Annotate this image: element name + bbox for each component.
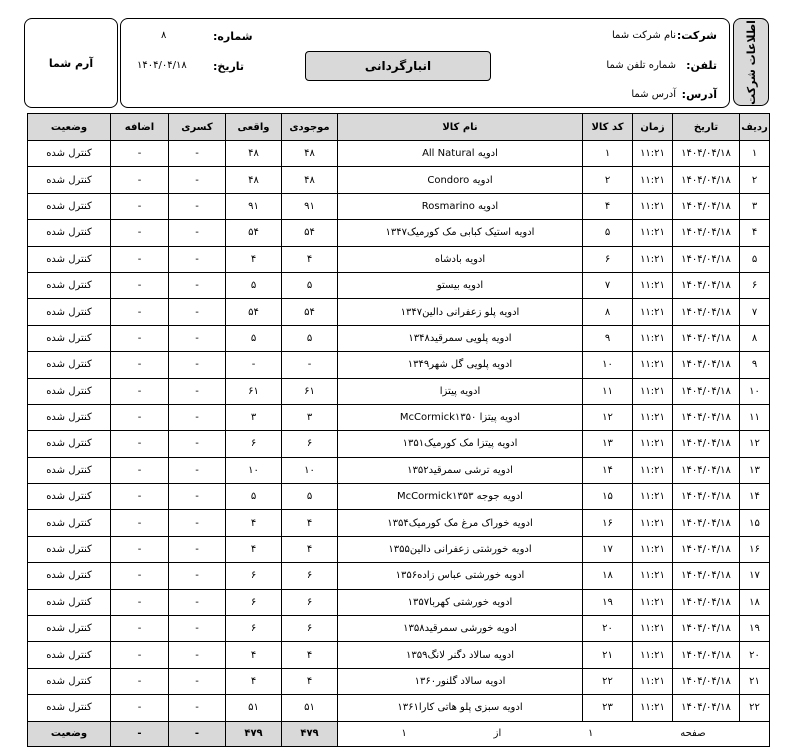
cell-row-number: ۱۵ <box>740 510 770 536</box>
cell-stock: ۵۴ <box>282 220 338 246</box>
table-row <box>28 431 770 457</box>
cell-item-code: ۱۱ <box>583 378 633 404</box>
logo-text: آرم شما <box>48 56 94 70</box>
table-row <box>28 510 770 536</box>
cell-time: ۱۱:۲۱ <box>633 695 673 721</box>
cell-row-number: ۷ <box>740 299 770 325</box>
cell-actual: ۶ <box>226 563 282 589</box>
cell-surplus: - <box>111 510 169 536</box>
cell-item-code: ۱۹ <box>583 589 633 615</box>
table-row <box>28 563 770 589</box>
cell-surplus: - <box>111 668 169 694</box>
cell-shortage: - <box>169 642 226 668</box>
cell-row-number: ۲۰ <box>740 642 770 668</box>
cell-actual: ۶ <box>226 616 282 642</box>
cell-stock: ۱۰ <box>282 457 338 483</box>
cell-actual: ۴ <box>226 642 282 668</box>
cell-item-code: ۱۶ <box>583 510 633 536</box>
cell-item-code: ۸ <box>583 299 633 325</box>
cell-surplus: - <box>111 167 169 193</box>
cell-shortage: - <box>169 589 226 615</box>
cell-surplus: - <box>111 352 169 378</box>
cell-item-name: ادویه Rosmarino <box>338 193 583 219</box>
cell-status: کنترل شده <box>28 246 111 272</box>
cell-time: ۱۱:۲۱ <box>633 272 673 298</box>
cell-item-name: ادویه جوجه McCormick۱۳۵۳ <box>338 484 583 510</box>
cell-stock: ۹۱ <box>282 193 338 219</box>
cell-item-code: ۲۰ <box>583 616 633 642</box>
company-info-tab-label: اطلاعات شرکت <box>744 19 758 105</box>
cell-item-name: ادویه پیتزا <box>338 378 583 404</box>
cell-actual: ۵۱ <box>226 695 282 721</box>
cell-status: کنترل شده <box>28 695 111 721</box>
cell-surplus: - <box>111 563 169 589</box>
cell-actual: ۶ <box>226 431 282 457</box>
cell-item-code: ۹ <box>583 325 633 351</box>
cell-date: ۱۴۰۴/۰۴/۱۸ <box>673 536 740 562</box>
cell-item-name: ادویه پلو زعفرانی دالین۱۳۴۷ <box>338 299 583 325</box>
cell-item-code: ۲۳ <box>583 695 633 721</box>
cell-date: ۱۴۰۴/۰۴/۱۸ <box>673 246 740 272</box>
cell-shortage: - <box>169 695 226 721</box>
cell-item-name: ادویه خورشی سمرقید۱۳۵۸ <box>338 616 583 642</box>
cell-date: ۱۴۰۴/۰۴/۱۸ <box>673 457 740 483</box>
cell-row-number: ۲۲ <box>740 695 770 721</box>
number-value: ۸ <box>161 30 167 41</box>
col-header-shortage: کسری <box>169 114 226 141</box>
cell-item-name: ادویه Condoro <box>338 167 583 193</box>
cell-time: ۱۱:۲۱ <box>633 299 673 325</box>
cell-surplus: - <box>111 325 169 351</box>
cell-surplus: - <box>111 589 169 615</box>
cell-time: ۱۱:۲۱ <box>633 167 673 193</box>
cell-status: کنترل شده <box>28 510 111 536</box>
company-value: نام شرکت شما <box>611 30 676 41</box>
cell-item-code: ۲۱ <box>583 642 633 668</box>
cell-actual: ۵ <box>226 484 282 510</box>
table-row <box>28 457 770 483</box>
cell-shortage: - <box>169 220 226 246</box>
cell-surplus: - <box>111 642 169 668</box>
cell-stock: ۵۴ <box>282 299 338 325</box>
cell-status: کنترل شده <box>28 668 111 694</box>
document-title-text: انبارگردانی <box>364 59 432 73</box>
cell-stock: ۶ <box>282 616 338 642</box>
table-row <box>28 695 770 721</box>
col-header-item-code: کد کالا <box>583 114 633 141</box>
address-value: آدرس شما <box>631 89 676 100</box>
cell-item-name: ادویه سالاد گلنور۱۳۶۰ <box>338 668 583 694</box>
col-header-status: وضعیت <box>28 114 111 141</box>
cell-item-code: ۴ <box>583 193 633 219</box>
cell-stock: ۶ <box>282 563 338 589</box>
cell-row-number: ۱۶ <box>740 536 770 562</box>
cell-row-number: ۱۲ <box>740 431 770 457</box>
table-body <box>28 141 770 722</box>
cell-item-name: ادویه پلویی گل شهر۱۳۴۹ <box>338 352 583 378</box>
table-row <box>28 299 770 325</box>
cell-date: ۱۴۰۴/۰۴/۱۸ <box>673 325 740 351</box>
table-row <box>28 246 770 272</box>
cell-status: کنترل شده <box>28 141 111 167</box>
cell-date: ۱۴۰۴/۰۴/۱۸ <box>673 563 740 589</box>
cell-item-code: ۱ <box>583 141 633 167</box>
cell-item-name: ادویه خوراک مرغ مک کورمیک۱۳۵۴ <box>338 510 583 536</box>
cell-item-name: ادویه پیتزا McCormick۱۳۵۰ <box>338 404 583 430</box>
cell-actual: ۵۴ <box>226 220 282 246</box>
cell-row-number: ۱۱ <box>740 404 770 430</box>
cell-stock: ۴۸ <box>282 167 338 193</box>
cell-item-code: ۱۳ <box>583 431 633 457</box>
total-surplus: - <box>111 721 169 746</box>
cell-surplus: - <box>111 484 169 510</box>
table-header-row <box>28 114 770 141</box>
cell-shortage: - <box>169 246 226 272</box>
cell-actual: ۶۱ <box>226 378 282 404</box>
table-row <box>28 589 770 615</box>
cell-time: ۱۱:۲۱ <box>633 510 673 536</box>
cell-time: ۱۱:۲۱ <box>633 193 673 219</box>
cell-shortage: - <box>169 536 226 562</box>
table-row <box>28 325 770 351</box>
cell-row-number: ۸ <box>740 325 770 351</box>
cell-shortage: - <box>169 325 226 351</box>
cell-time: ۱۱:۲۱ <box>633 536 673 562</box>
cell-actual: ۵ <box>226 272 282 298</box>
table-row <box>28 616 770 642</box>
cell-shortage: - <box>169 378 226 404</box>
cell-status: کنترل شده <box>28 272 111 298</box>
table-row <box>28 378 770 404</box>
cell-surplus: - <box>111 457 169 483</box>
cell-actual: ۳ <box>226 404 282 430</box>
cell-item-name: ادویه خورشتی کهربا۱۳۵۷ <box>338 589 583 615</box>
total-shortage: - <box>169 721 226 746</box>
cell-date: ۱۴۰۴/۰۴/۱۸ <box>673 484 740 510</box>
cell-item-name: ادویه خورشتی عباس زاده۱۳۵۶ <box>338 563 583 589</box>
cell-shortage: - <box>169 141 226 167</box>
cell-time: ۱۱:۲۱ <box>633 325 673 351</box>
pagination <box>338 721 770 746</box>
cell-item-name: ادویه ترشی سمرقید۱۳۵۲ <box>338 457 583 483</box>
cell-stock: ۶ <box>282 431 338 457</box>
cell-row-number: ۱ <box>740 141 770 167</box>
cell-time: ۱۱:۲۱ <box>633 404 673 430</box>
cell-date: ۱۴۰۴/۰۴/۱۸ <box>673 404 740 430</box>
cell-time: ۱۱:۲۱ <box>633 642 673 668</box>
number-label: شماره: <box>213 30 253 43</box>
cell-stock: ۴۸ <box>282 141 338 167</box>
phone-value: شماره تلفن شما <box>606 60 676 71</box>
cell-shortage: - <box>169 668 226 694</box>
cell-actual: ۴ <box>226 246 282 272</box>
cell-row-number: ۱۸ <box>740 589 770 615</box>
cell-item-code: ۱۸ <box>583 563 633 589</box>
cell-item-code: ۵ <box>583 220 633 246</box>
cell-status: کنترل شده <box>28 616 111 642</box>
table-row <box>28 668 770 694</box>
cell-item-code: ۱۷ <box>583 536 633 562</box>
cell-shortage: - <box>169 272 226 298</box>
page-current: ۱ <box>588 728 594 740</box>
cell-item-name: ادویه پلویی سمرقید۱۳۴۸ <box>338 325 583 351</box>
cell-item-name: ادویه استیک کبابی مک کورمیک۱۳۴۷ <box>338 220 583 246</box>
cell-actual: ۹۱ <box>226 193 282 219</box>
cell-stock: ۶ <box>282 589 338 615</box>
col-header-row-number: ردیف <box>740 114 770 141</box>
col-header-time: زمان <box>633 114 673 141</box>
page-of-label: از <box>493 728 502 740</box>
cell-time: ۱۱:۲۱ <box>633 378 673 404</box>
cell-shortage: - <box>169 484 226 510</box>
page-label: صفحه <box>680 728 706 740</box>
logo-placeholder <box>24 18 118 108</box>
address-label: آدرس: <box>681 88 717 101</box>
cell-surplus: - <box>111 299 169 325</box>
cell-time: ۱۱:۲۱ <box>633 246 673 272</box>
company-label: شرکت: <box>676 29 717 42</box>
cell-status: کنترل شده <box>28 431 111 457</box>
cell-status: کنترل شده <box>28 378 111 404</box>
cell-status: کنترل شده <box>28 167 111 193</box>
table-row <box>28 484 770 510</box>
table-row <box>28 167 770 193</box>
table-row <box>28 141 770 167</box>
cell-row-number: ۵ <box>740 246 770 272</box>
cell-stock: ۴ <box>282 246 338 272</box>
col-header-actual: واقعی <box>226 114 282 141</box>
cell-row-number: ۶ <box>740 272 770 298</box>
cell-surplus: - <box>111 616 169 642</box>
cell-stock: ۶۱ <box>282 378 338 404</box>
cell-item-code: ۱۰ <box>583 352 633 378</box>
cell-surplus: - <box>111 404 169 430</box>
col-header-stock: موجودی <box>282 114 338 141</box>
cell-date: ۱۴۰۴/۰۴/۱۸ <box>673 299 740 325</box>
cell-shortage: - <box>169 193 226 219</box>
cell-stock: ۳ <box>282 404 338 430</box>
cell-status: کنترل شده <box>28 484 111 510</box>
cell-item-name: ادویه سبزی پلو هاتی کارا۱۳۶۱ <box>338 695 583 721</box>
cell-status: کنترل شده <box>28 536 111 562</box>
cell-item-code: ۱۲ <box>583 404 633 430</box>
cell-surplus: - <box>111 378 169 404</box>
table-footer-row <box>28 721 770 746</box>
cell-surplus: - <box>111 431 169 457</box>
cell-actual: ۵۴ <box>226 299 282 325</box>
cell-item-code: ۶ <box>583 246 633 272</box>
table-row <box>28 220 770 246</box>
cell-shortage: - <box>169 167 226 193</box>
cell-item-name: ادویه بادشاه <box>338 246 583 272</box>
cell-date: ۱۴۰۴/۰۴/۱۸ <box>673 141 740 167</box>
cell-actual: ۴۸ <box>226 141 282 167</box>
cell-status: کنترل شده <box>28 220 111 246</box>
phone-label: تلفن: <box>686 59 717 72</box>
cell-shortage: - <box>169 352 226 378</box>
cell-stock: ۴ <box>282 510 338 536</box>
date-label: تاریخ: <box>213 60 245 73</box>
company-info-box <box>120 18 730 108</box>
cell-date: ۱۴۰۴/۰۴/۱۸ <box>673 431 740 457</box>
cell-item-code: ۱۴ <box>583 457 633 483</box>
cell-time: ۱۱:۲۱ <box>633 141 673 167</box>
cell-stock: ۴ <box>282 642 338 668</box>
cell-status: کنترل شده <box>28 457 111 483</box>
cell-date: ۱۴۰۴/۰۴/۱۸ <box>673 272 740 298</box>
table-row <box>28 193 770 219</box>
table-row <box>28 642 770 668</box>
cell-shortage: - <box>169 510 226 536</box>
cell-status: کنترل شده <box>28 563 111 589</box>
cell-surplus: - <box>111 193 169 219</box>
table-row <box>28 404 770 430</box>
cell-shortage: - <box>169 563 226 589</box>
cell-row-number: ۱۹ <box>740 616 770 642</box>
cell-time: ۱۱:۲۱ <box>633 616 673 642</box>
cell-shortage: - <box>169 404 226 430</box>
cell-row-number: ۲۱ <box>740 668 770 694</box>
cell-time: ۱۱:۲۱ <box>633 668 673 694</box>
cell-stock: - <box>282 352 338 378</box>
company-info-tab <box>733 18 769 106</box>
table-row <box>28 352 770 378</box>
cell-date: ۱۴۰۴/۰۴/۱۸ <box>673 167 740 193</box>
cell-item-name: ادویه بیستو <box>338 272 583 298</box>
cell-date: ۱۴۰۴/۰۴/۱۸ <box>673 352 740 378</box>
cell-row-number: ۱۳ <box>740 457 770 483</box>
cell-actual: ۴ <box>226 668 282 694</box>
document-title <box>305 51 491 81</box>
page-total: ۱ <box>401 728 407 740</box>
cell-row-number: ۱۷ <box>740 563 770 589</box>
cell-time: ۱۱:۲۱ <box>633 563 673 589</box>
cell-time: ۱۱:۲۱ <box>633 457 673 483</box>
cell-stock: ۵ <box>282 272 338 298</box>
cell-stock: ۴ <box>282 536 338 562</box>
cell-stock: ۵ <box>282 484 338 510</box>
total-actual: ۴۷۹ <box>226 721 282 746</box>
cell-row-number: ۱۰ <box>740 378 770 404</box>
cell-date: ۱۴۰۴/۰۴/۱۸ <box>673 668 740 694</box>
cell-item-code: ۱۵ <box>583 484 633 510</box>
cell-item-name: ادویه پیتزا مک کورمیک۱۳۵۱ <box>338 431 583 457</box>
cell-time: ۱۱:۲۱ <box>633 352 673 378</box>
cell-row-number: ۱۴ <box>740 484 770 510</box>
cell-time: ۱۱:۲۱ <box>633 431 673 457</box>
cell-item-name: ادویه All Natural <box>338 141 583 167</box>
cell-date: ۱۴۰۴/۰۴/۱۸ <box>673 510 740 536</box>
cell-shortage: - <box>169 457 226 483</box>
cell-date: ۱۴۰۴/۰۴/۱۸ <box>673 220 740 246</box>
cell-date: ۱۴۰۴/۰۴/۱۸ <box>673 616 740 642</box>
cell-date: ۱۴۰۴/۰۴/۱۸ <box>673 695 740 721</box>
cell-surplus: - <box>111 141 169 167</box>
cell-time: ۱۱:۲۱ <box>633 484 673 510</box>
cell-shortage: - <box>169 299 226 325</box>
cell-actual: ۴ <box>226 510 282 536</box>
cell-actual: - <box>226 352 282 378</box>
table-row <box>28 272 770 298</box>
cell-surplus: - <box>111 220 169 246</box>
inventory-table <box>27 113 770 747</box>
cell-date: ۱۴۰۴/۰۴/۱۸ <box>673 378 740 404</box>
cell-surplus: - <box>111 246 169 272</box>
cell-actual: ۵ <box>226 325 282 351</box>
cell-shortage: - <box>169 616 226 642</box>
cell-status: کنترل شده <box>28 299 111 325</box>
cell-status: کنترل شده <box>28 325 111 351</box>
cell-item-code: ۲۲ <box>583 668 633 694</box>
cell-actual: ۶ <box>226 589 282 615</box>
cell-stock: ۵ <box>282 325 338 351</box>
cell-item-code: ۲ <box>583 167 633 193</box>
cell-row-number: ۹ <box>740 352 770 378</box>
col-header-item-name: نام کالا <box>338 114 583 141</box>
cell-surplus: - <box>111 272 169 298</box>
cell-surplus: - <box>111 536 169 562</box>
cell-item-name: ادویه خورشتی زعفرانی دالین۱۳۵۵ <box>338 536 583 562</box>
cell-actual: ۱۰ <box>226 457 282 483</box>
cell-surplus: - <box>111 695 169 721</box>
cell-stock: ۵۱ <box>282 695 338 721</box>
cell-shortage: - <box>169 431 226 457</box>
cell-item-code: ۷ <box>583 272 633 298</box>
cell-date: ۱۴۰۴/۰۴/۱۸ <box>673 193 740 219</box>
total-stock: ۴۷۹ <box>282 721 338 746</box>
date-value: ۱۴۰۴/۰۴/۱۸ <box>137 60 187 71</box>
cell-item-name: ادویه سالاد دگنر لانگ۱۳۵۹ <box>338 642 583 668</box>
cell-time: ۱۱:۲۱ <box>633 589 673 615</box>
table-row <box>28 536 770 562</box>
cell-status: کنترل شده <box>28 642 111 668</box>
cell-actual: ۴ <box>226 536 282 562</box>
cell-status: کنترل شده <box>28 193 111 219</box>
cell-date: ۱۴۰۴/۰۴/۱۸ <box>673 642 740 668</box>
cell-status: کنترل شده <box>28 404 111 430</box>
cell-actual: ۴۸ <box>226 167 282 193</box>
cell-status: کنترل شده <box>28 352 111 378</box>
cell-row-number: ۴ <box>740 220 770 246</box>
cell-row-number: ۲ <box>740 167 770 193</box>
col-header-surplus: اضافه <box>111 114 169 141</box>
cell-status: کنترل شده <box>28 589 111 615</box>
col-header-date: تاریخ <box>673 114 740 141</box>
footer-status-label: وضعیت <box>28 721 111 746</box>
cell-date: ۱۴۰۴/۰۴/۱۸ <box>673 589 740 615</box>
cell-time: ۱۱:۲۱ <box>633 220 673 246</box>
cell-row-number: ۳ <box>740 193 770 219</box>
cell-stock: ۴ <box>282 668 338 694</box>
